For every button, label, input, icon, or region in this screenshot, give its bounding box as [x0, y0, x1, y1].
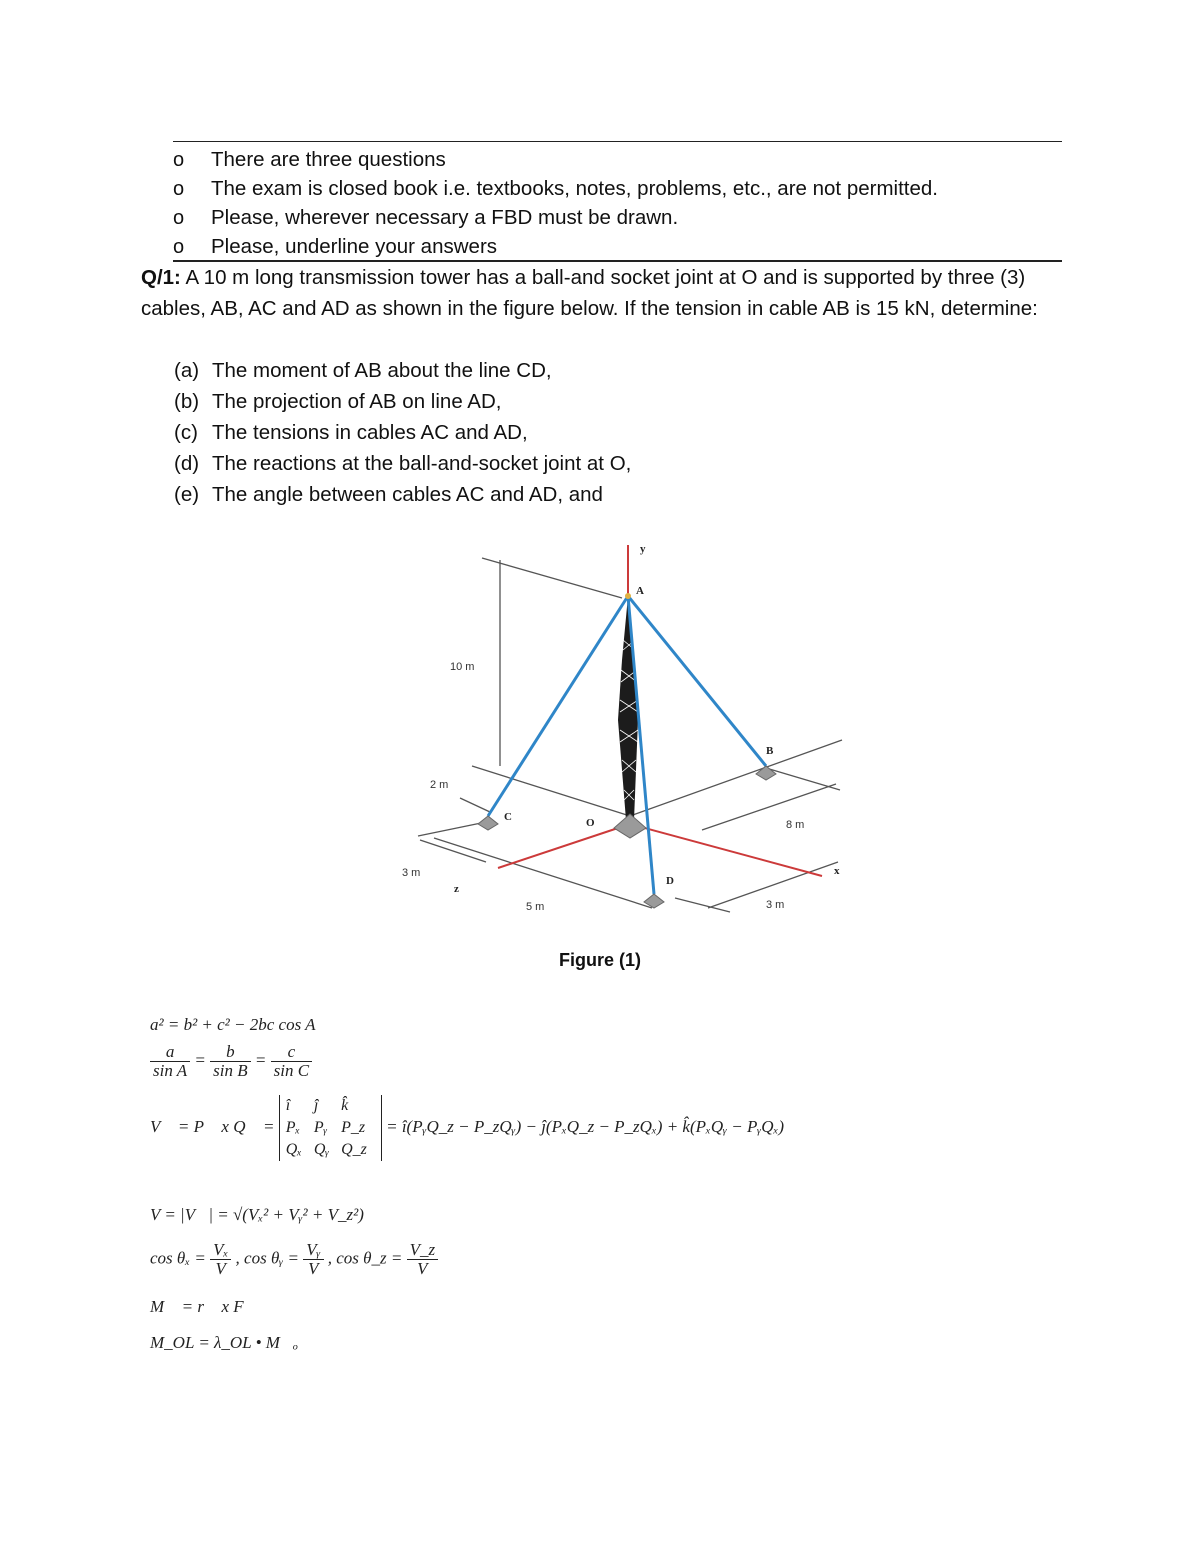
label-c: C: [504, 811, 512, 823]
bullet-icon: o: [173, 178, 185, 200]
instructions-list: [173, 145, 938, 261]
question-parts: [174, 355, 631, 510]
tower-body: [618, 596, 638, 820]
dim-3m-left-line: [418, 822, 486, 836]
bullet-icon: o: [173, 149, 185, 171]
instruction-item: o Please, underline your answers: [173, 232, 938, 261]
support-o: [614, 814, 646, 838]
z-axis: [498, 824, 630, 868]
cross-product: V⃗ = P⃗ x Q⃗ = î ĵ k̂ Pₓ Pᵧ P_z Qₓ Qᵧ Q_z = î(PᵧQ_z − P_zQᵧ) − ĵ(PₓQ_z − P_zQₓ) + k̂(PₓQᵧ − PᵧQₓ): [150, 1095, 784, 1161]
dim-5m-line: [434, 838, 652, 908]
dim-3m-right-label: 3 m: [766, 899, 785, 911]
x-axis: [630, 824, 822, 876]
instruction-item: o The exam is closed book i.e. textbooks, notes, problems, etc., are not permitted.: [173, 174, 938, 203]
direction-cosines: cos θₓ = $\frac{\text{Vₓ}}{V}$ , cos θᵧ = $\frac{\text{Vᵧ}}{V}$ , cos θ_z = $\frac{V\_z}{V}$: [150, 1241, 438, 1278]
cable-ac: [488, 596, 628, 816]
label-z: z: [454, 883, 459, 895]
joint-a: [625, 593, 631, 599]
magnitude: V = |V⃗| = √(Vₓ² + Vᵧ² + V_z²): [150, 1205, 364, 1224]
support-c: [478, 816, 498, 830]
question-statement: [141, 262, 1066, 324]
ref-line-d: [675, 898, 730, 912]
dim-10m-label: 10 m: [450, 661, 475, 673]
cable-ab: [628, 596, 766, 766]
question-part: (d) The reactions at the ball-and-socket joint at O,: [174, 452, 632, 475]
dim-3m-left-label: 3 m: [402, 867, 421, 879]
moment-about-line: M_OL = λ_OL • M⃗ₒ: [150, 1333, 299, 1352]
instruction-item: o There are three questions: [173, 145, 938, 174]
axes: [498, 545, 822, 876]
label-y: y: [640, 543, 646, 555]
question-part: (b) The projection of AB on line AD,: [174, 390, 502, 413]
instruction-item: o Please, wherever necessary a FBD must be drawn.: [173, 203, 938, 232]
dim-2m-label: 2 m: [430, 779, 449, 791]
ref-line-right: [630, 740, 842, 816]
dim-2m-line: [460, 798, 490, 812]
question-part: (a) The moment of AB about the line CD,: [174, 359, 552, 382]
sine-law: $\frac{a}{\text{sin A}}$ = $\frac{b}{\text{sin B}}$ = $\frac{c}{\text{sin C}}$: [150, 1043, 312, 1080]
label-d: D: [666, 875, 674, 887]
figure-caption: Figure (1): [558, 950, 641, 970]
question-text: A 10 m long transmission tower has a ball-and socket joint at O and is supported by three (3) cables, AB, AC and AD as shown in the figure below. If the tension in cable AB is 15 kN, determine:: [141, 266, 1038, 320]
bullet-icon: o: [173, 236, 185, 258]
tower: [618, 596, 638, 820]
label-a: A: [636, 585, 644, 597]
support-b: [756, 766, 776, 780]
tower-figure: [390, 540, 860, 920]
determinant: î ĵ k̂ Pₓ Pᵧ P_z Qₓ Qᵧ Q_z: [279, 1095, 382, 1161]
label-b: B: [766, 745, 774, 757]
dim-8m-label: 8 m: [786, 819, 805, 831]
moment-formula: M⃗ = r⃗ x F⃗: [150, 1297, 257, 1316]
cosine-law: a² = b² + c² − 2bc cos A: [150, 1015, 316, 1034]
question-part: (e) The angle between cables AC and AD, and: [174, 483, 603, 506]
point-labels: [454, 543, 840, 895]
question-part: (c) The tensions in cables AC and AD,: [174, 421, 528, 444]
dim-8m-line: [702, 784, 836, 830]
label-x: x: [834, 865, 840, 877]
ref-line-top: [482, 558, 622, 598]
label-o: O: [586, 817, 595, 829]
bullet-icon: o: [173, 207, 185, 229]
ref-line-back: [472, 766, 630, 816]
question-label: Q/1:: [141, 266, 181, 289]
dim-5m-label: 5 m: [526, 901, 545, 913]
top-rule: [173, 141, 1062, 142]
dimension-labels: [402, 661, 804, 913]
